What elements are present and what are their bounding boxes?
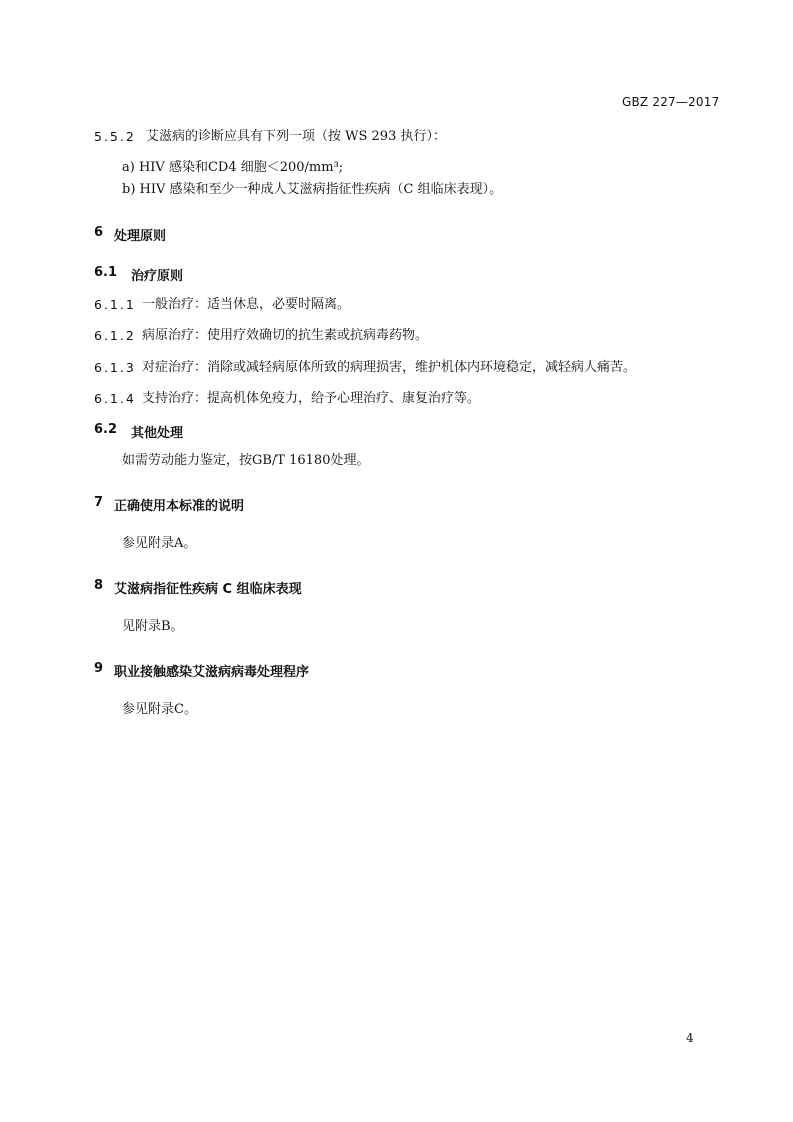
section-6-1-2-text: 病原治疗：使用疗效确切的抗生素或抗病毒药物。 <box>142 328 429 343</box>
section-6-2-title: 其他处理 <box>131 426 184 441</box>
section-5-5-2-number: 5.5.2 <box>94 129 136 144</box>
section-6-1-3-number: 6.1.3 <box>94 360 136 375</box>
section-6-1-1-number: 6.1.1 <box>94 297 136 312</box>
section-8-text: 见附录B。 <box>122 619 184 634</box>
section-6-1-4-text: 支持治疗：提高机体免疫力，给予心理治疗、康复治疗等。 <box>142 391 481 406</box>
section-6-1-title: 治疗原则 <box>131 269 184 284</box>
section-9-text: 参见附录C。 <box>122 702 197 717</box>
section-8-title: 艾滋病指征性疾病 C 组临床表现 <box>114 582 302 597</box>
section-6-1-3-text: 对症治疗：消除或减轻病原体所致的病理损害，维护机体内环境稳定，减轻病人痛苦。 <box>142 360 637 375</box>
section-9-title: 职业接触感染艾滋病病毒处理程序 <box>114 665 310 680</box>
section-7-text: 参见附录A。 <box>122 536 197 551</box>
section-6-title: 处理原则 <box>114 229 167 244</box>
section-7-title: 正确使用本标准的说明 <box>114 499 245 514</box>
list-item-a: a) HIV 感染和CD4 细胞＜200/mm³; <box>122 160 344 175</box>
section-6-1-number: 6.1 <box>94 265 118 280</box>
section-9-number: 9 <box>94 661 104 676</box>
page-number: 4 <box>686 1031 694 1045</box>
section-6-1-2-number: 6.1.2 <box>94 328 136 343</box>
section-6-2-number: 6.2 <box>94 422 118 437</box>
section-6-2-text: 如需劳动能力鉴定，按GB/T 16180处理。 <box>122 453 370 468</box>
section-7-number: 7 <box>94 495 104 510</box>
section-8-number: 8 <box>94 578 104 593</box>
standard-code: GBZ 227—2017 <box>622 95 720 109</box>
list-item-b: b) HIV 感染和至少一种成人艾滋病指征性疾病（C 组临床表现）。 <box>122 182 503 197</box>
section-6-number: 6 <box>94 225 104 240</box>
section-6-1-1-text: 一般治疗：适当休息，必要时隔离。 <box>142 297 351 312</box>
section-5-5-2-text: 艾滋病的诊断应具有下列一项（按 WS 293 执行）： <box>146 129 446 144</box>
section-6-1-4-number: 6.1.4 <box>94 391 136 406</box>
